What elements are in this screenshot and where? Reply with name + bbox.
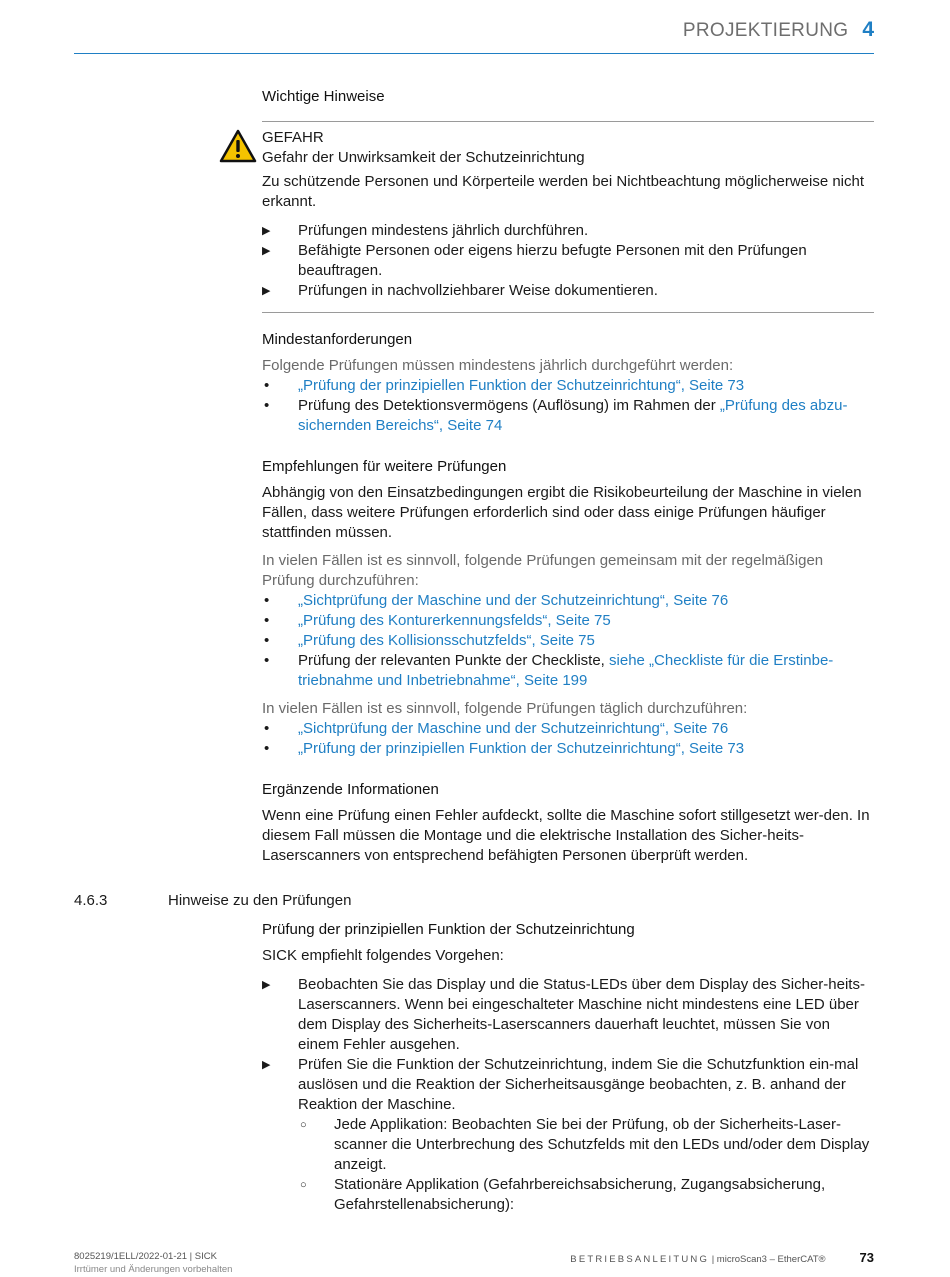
rec-text: Abhängig von den Einsatzbedingungen ergibt die Risikobeurteilung der Maschine in vielen Fällen, dass weitere Prüfungen erforderlich sind oder dass einige Prüfungen häufiger stattfinden müssen.: [262, 484, 862, 541]
danger-action: ▶ Befähigte Personen oder eigens hierzu befugte Personen mit den Prüfungen beauftragen.: [262, 241, 874, 281]
rec-heading: Empfehlungen für weitere Prüfungen: [262, 458, 507, 475]
list-item: [262, 739, 874, 759]
danger-action: ▶ Prüfungen mindestens jährlich durchführen.: [262, 221, 874, 241]
list-item: [262, 651, 874, 691]
xref-link[interactable]: „Prüfung des abzu-sichernden Bereichs“, Seite 74: [298, 397, 848, 434]
section-subitem: ○ Jede Applikation: Beobachten Sie bei der Prüfung, ob der Sicherheits-Laser-scanner die Unterbrechung des Schutzfelds mit den LEDs und/oder dem Display anzeigt.: [298, 1115, 874, 1175]
footer-doc-type: BETRIEBSANLEITUNG: [570, 1254, 710, 1265]
danger-label: GEFAHR: [262, 129, 324, 146]
supp-heading: Ergänzende Informationen: [262, 781, 439, 798]
item-text: Prüfung des Detektionsvermögens (Auflösung) im Rahmen der: [298, 397, 720, 414]
section-actions: [262, 975, 874, 1215]
danger-subtitle: Gefahr der Unwirksamkeit der Schutzeinrichtung: [262, 149, 585, 166]
section-number: 4.6.3: [74, 892, 108, 909]
section-subheading: Prüfung der prinzipiellen Funktion der Schutzeinrichtung: [262, 921, 635, 938]
section-action: ▶ Beobachten Sie das Display und die Status-LEDs über dem Display des Sicher-heits-Laserscanners. Wenn bei eingeschalteter Maschine nicht mindestens eine LED über dem Display des Sicherheits-Laserscanners dauerhaft leuchtet, müssen Sie von einem Fehler ausgehen.: [262, 975, 874, 1055]
list-item: [262, 591, 874, 611]
xref-link[interactable]: „Prüfung der prinzipiellen Funktion der Schutzeinrichtung“, Seite 73: [298, 377, 745, 394]
rec-intro-1: In vielen Fällen ist es sinnvoll, folgende Prüfungen gemeinsam mit der regelmäßigen Prüfung durchzuführen:: [262, 552, 824, 589]
rec-list-2: [262, 719, 874, 759]
xref-link[interactable]: „Prüfung des Konturerkennungsfelds“, Seite 75: [298, 612, 611, 629]
xref-link[interactable]: „Sichtprüfung der Maschine und der Schutzeinrichtung“, Seite 76: [298, 592, 729, 609]
notes-heading-block: [262, 88, 874, 105]
rec-intro-2: In vielen Fällen ist es sinnvoll, folgende Prüfungen täglich durchzuführen:: [262, 700, 748, 717]
footer-right: [570, 1250, 874, 1265]
danger-block: [262, 128, 874, 301]
chapter-title: PROJEKTIERUNG: [682, 20, 849, 41]
rec-block: [262, 458, 874, 759]
footer-disclaimer: Irrtümer und Änderungen vorbehalten: [74, 1264, 233, 1275]
section-body: [262, 921, 874, 1215]
footer-doc-id: 8025219/1ELL/2022-01-21 | SICK: [74, 1251, 217, 1262]
xref-link[interactable]: „Sichtprüfung der Maschine und der Schutzeinrichtung“, Seite 76: [298, 720, 729, 737]
min-heading: Mindestanforderungen: [262, 331, 413, 348]
danger-text: Zu schützende Personen und Körperteile werden bei Nichtbeachtung möglicherweise nicht erkannt.: [262, 173, 865, 210]
danger-top-rule: [262, 121, 874, 122]
danger-bottom-rule: [262, 312, 874, 313]
xref-link[interactable]: „Prüfung des Kollisionsschutzfelds“, Seite 75: [298, 632, 595, 649]
section-action: [262, 1055, 874, 1215]
danger-actions: [262, 221, 874, 301]
footer-product: | microScan3 – EtherCAT®: [709, 1254, 826, 1265]
list-item: [262, 396, 874, 436]
section-intro: SICK empfiehlt folgendes Vorgehen:: [262, 947, 504, 964]
list-item: [262, 611, 874, 631]
header-divider: [74, 53, 874, 54]
list-item: [262, 719, 874, 739]
warning-triangle-icon: [219, 129, 257, 163]
item-text: Prüfung der relevanten Punkte der Checkliste,: [298, 652, 610, 669]
rec-list-1: [262, 591, 874, 691]
page-header: [683, 18, 874, 42]
footer-left: [74, 1250, 232, 1276]
supp-text: Wenn eine Prüfung einen Fehler aufdeckt, sollte die Maschine sofort stillgesetzt wer-den. In diesem Fall müssen die Montage und die elektrische Installation des Sicher-heits-Laserscanners von entsprechend befähigten Personen überprüft werden.: [262, 807, 870, 864]
footer-doc-info: [570, 1254, 825, 1265]
notes-heading: Wichtige Hinweise: [262, 88, 385, 105]
list-item: [262, 376, 874, 396]
supp-block: [262, 781, 874, 866]
min-list: [262, 376, 874, 436]
min-intro: Folgende Prüfungen müssen mindestens jährlich durchgeführt werden:: [262, 357, 734, 374]
list-item: [262, 631, 874, 651]
danger-action: ▶ Prüfungen in nachvollziehbarer Weise dokumentieren.: [262, 281, 874, 301]
min-block: [262, 331, 874, 436]
section-title: Hinweise zu den Prüfungen: [168, 892, 352, 909]
chapter-number: 4: [862, 18, 874, 41]
page-number: 73: [859, 1250, 874, 1265]
xref-link[interactable]: „Prüfung der prinzipiellen Funktion der Schutzeinrichtung“, Seite 73: [298, 740, 745, 757]
section-subitem: ○ Stationäre Applikation (Gefahrbereichsabsicherung, Zugangsabsicherung, Gefahrstellenabsicherung):: [298, 1175, 874, 1215]
xref-link[interactable]: siehe „Checkliste für die Erstinbe-triebnahme und Inbetriebnahme“, Seite 199: [298, 652, 834, 689]
section-action-text: Prüfen Sie die Funktion der Schutzeinrichtung, indem Sie die Schutzfunktion ein-mal auslösen und die Reaktion der Sicherheitsausgänge beobachten, z. B. anhand der Reaktion der Maschine.: [298, 1056, 859, 1113]
section-subitems: [298, 1115, 874, 1215]
